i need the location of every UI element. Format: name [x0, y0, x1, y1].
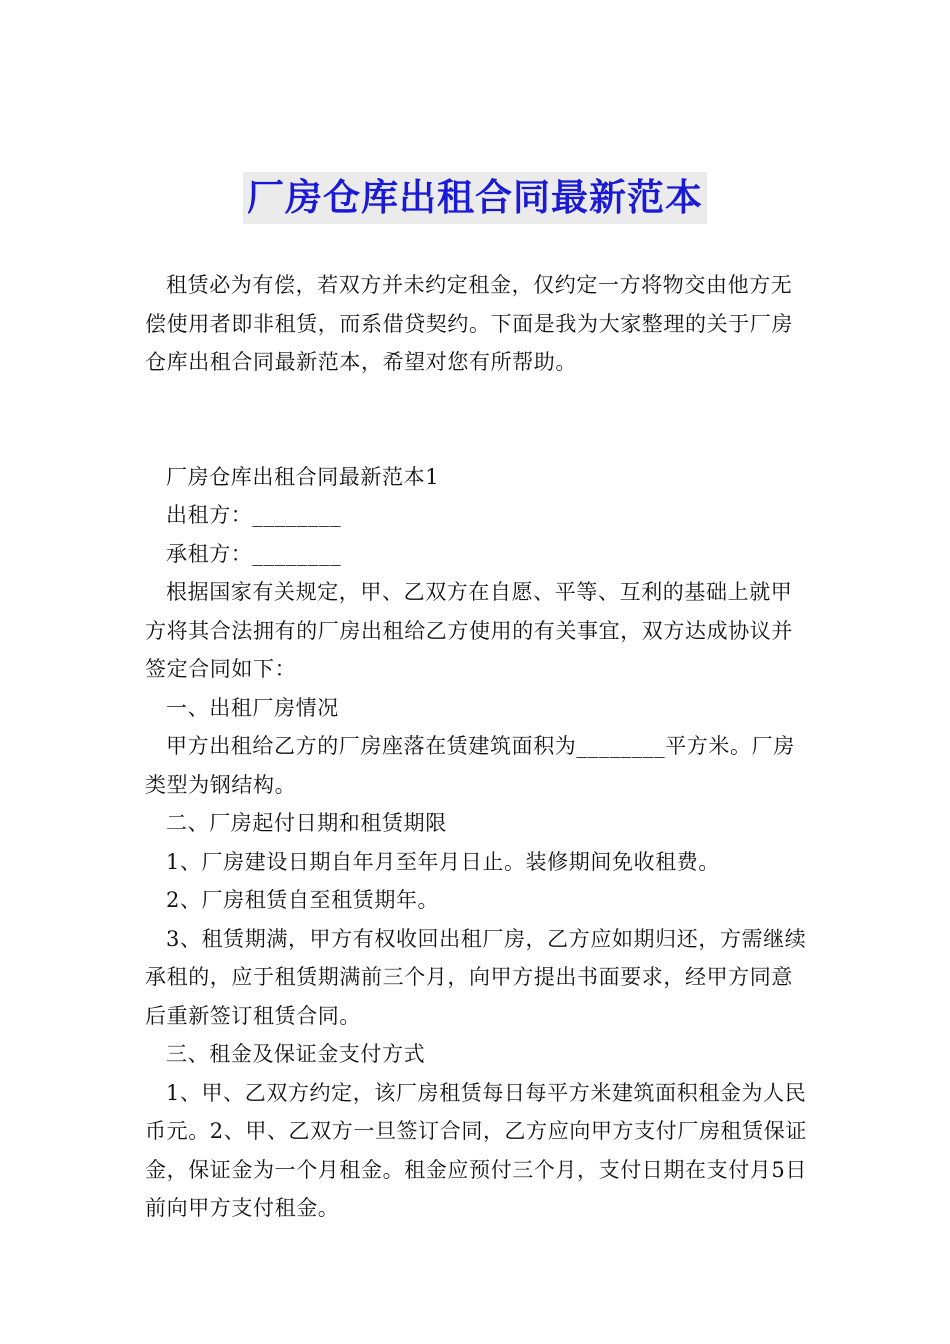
document-title: 厂房仓库出租合同最新范本	[243, 172, 707, 224]
clause-heading: 二、厂房起付日期和租赁期限	[166, 811, 447, 835]
document-body	[145, 266, 807, 1228]
clause-item: 1、厂房建设日期自年月至年月日止。装修期间免收租费。	[166, 849, 720, 874]
body-paragraph: 甲方出租给乙方的厂房座落在赁建筑面积为________平方米。厂房类型为钢结构。	[145, 734, 795, 797]
clause-heading: 一、出租厂房情况	[166, 695, 339, 720]
intro-paragraph: 租赁必为有偿，若双方并未约定租金，仅约定一方将物交由他方无偿使用者即非租赁，而系借贷契约。下面是我为大家整理的关于厂房仓库出租合同最新范本，希望对您有所帮助。	[145, 273, 793, 374]
body-paragraph: 根据国家有关规定，甲、乙双方在自愿、平等、互利的基础上就甲方将其合法拥有的厂房出租给乙方使用的有关事宜，双方达成协议并签定合同如下：	[145, 580, 793, 681]
section-heading: 厂房仓库出租合同最新范本1	[166, 464, 440, 489]
lessor-line: 出租方：________	[166, 503, 342, 527]
clause-item: 3、租赁期满，甲方有权收回出租厂房，乙方应如期归还，方需继续承租的，应于租赁期满前三个月，向甲方提出书面要求，经甲方同意后重新签订租赁合同。	[145, 926, 807, 1028]
clause-heading: 三、租金及保证金支付方式	[166, 1042, 426, 1066]
clause-item: 1、甲、乙双方约定，该厂房租赁每日每平方米建筑面积租金为人民币元。2、甲、乙双方一旦签订合同，乙方应向甲方支付厂房租赁保证金，保证金为一个月租金。租金应预付三个月，支付日期在支付月5日前向甲方支付租金。	[145, 1080, 807, 1220]
lessee-line: 承租方：________	[166, 541, 342, 566]
title-container	[0, 172, 950, 224]
clause-item: 2、厂房租赁自至租赁期年。	[166, 888, 440, 912]
